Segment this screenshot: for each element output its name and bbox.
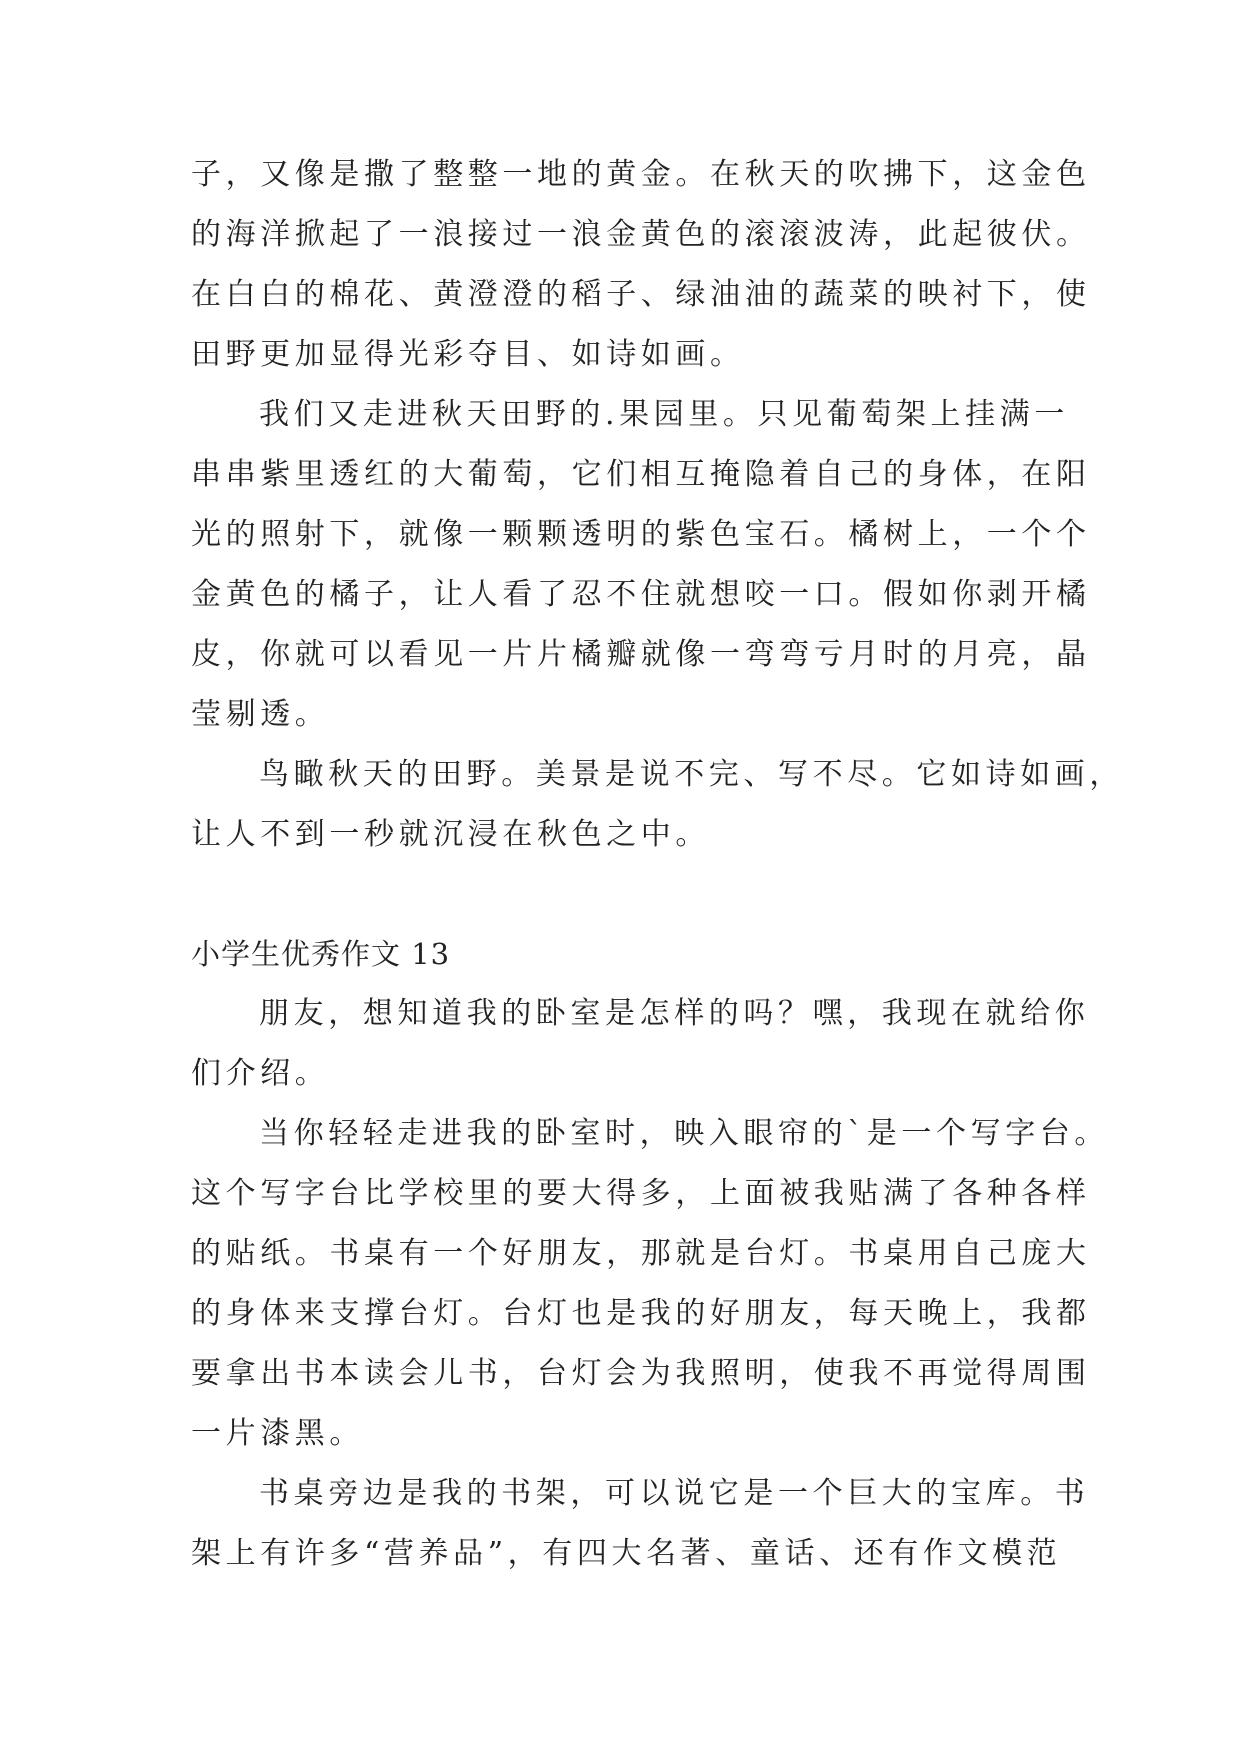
text-line: 在白白的棉花、黄澄澄的稻子、绿油油的蔬菜的映衬下，使 — [191, 277, 1091, 312]
section-gap — [191, 850, 1071, 939]
essay-13-body — [191, 996, 1109, 1571]
text-line: 的身体来支撑台灯。台灯也是我的好朋友，每天晚上，我都 — [191, 1296, 1091, 1331]
text-line: 皮，你就可以看见一片片橘瓣就像一弯弯亏月时的月亮，晶 — [191, 637, 1091, 672]
text-line: 让人不到一秒就沉浸在秋色之中。 — [191, 817, 710, 852]
essay-heading: 小学生优秀作文 13 — [191, 937, 451, 971]
text-line: 子，又像是撒了整整一地的黄金。在秋天的吹拂下，这金色 — [191, 157, 1091, 192]
text-line: 们介绍。 — [191, 1056, 330, 1091]
paragraph-start-line: 我们又走进秋天田野的.果园里。只见葡萄架上挂满一 — [259, 397, 1069, 432]
text-line: 田野更加显得光彩夺目、如诗如画。 — [191, 337, 745, 372]
essay-12-body — [191, 157, 1124, 852]
text-line: 金黄色的橘子，让人看了忍不住就想咬一口。假如你剥开橘 — [191, 577, 1091, 612]
paragraph-start-line: 当你轻轻走进我的卧室时，映入眼帘的`是一个写字台。 — [259, 1116, 1109, 1151]
text-line: 的贴纸。书桌有一个好朋友，那就是台灯。书桌用自己庞大 — [191, 1236, 1091, 1271]
text-line: 这个写字台比学校里的要大得多，上面被我贴满了各种各样 — [191, 1176, 1091, 1211]
text-line: 的海洋掀起了一浪接过一浪金黄色的滚滚波涛，此起彼伏。 — [191, 217, 1091, 252]
text-line: 一片漆黑。 — [191, 1416, 364, 1451]
document-page — [191, 157, 1124, 1599]
text-line: 莹剔透。 — [191, 697, 330, 732]
text-line: 串串紫里透红的大葡萄，它们相互掩隐着自己的身体，在阳 — [191, 457, 1091, 492]
text-line: 架上有许多“营养品”，有四大名著、童话、还有作文模范 — [191, 1536, 1062, 1571]
text-line: 要拿出书本读会儿书，台灯会为我照明，使我不再觉得周围 — [191, 1356, 1091, 1391]
paragraph-start-line: 书桌旁边是我的书架，可以说它是一个巨大的宝库。书 — [259, 1476, 1090, 1511]
paragraph-start-line: 朋友，想知道我的卧室是怎样的吗？嘿，我现在就给你 — [259, 996, 1090, 1031]
text-line: 光的照射下，就像一颗颗透明的紫色宝石。橘树上，一个个 — [191, 517, 1091, 552]
paragraph-start-line: 鸟瞰秋天的田野。美景是说不完、写不尽。它如诗如画， — [259, 757, 1124, 792]
